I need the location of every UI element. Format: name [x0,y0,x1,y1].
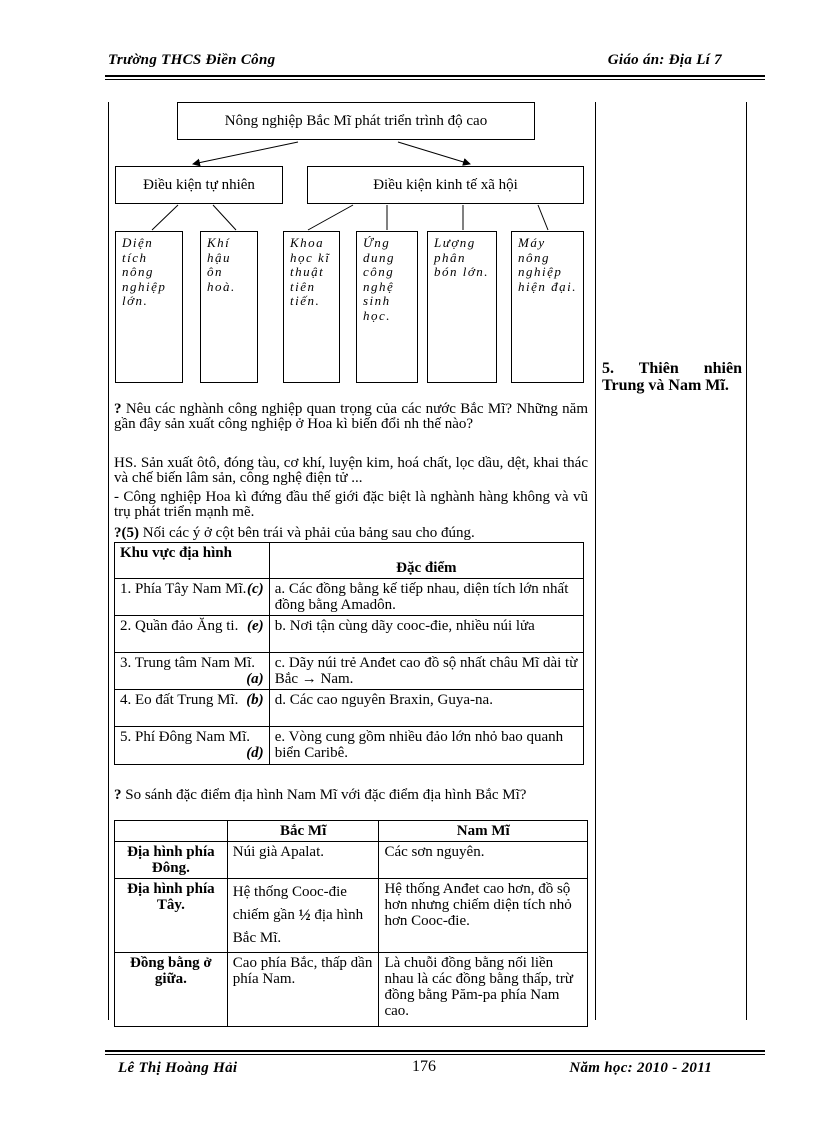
diagram-leaf-biotech: Ứng dung công nghệ sinh học. [356,231,418,383]
col-line-mid [595,102,596,1020]
answer-key: (e) [247,618,264,634]
col-header-south: Nam Mĩ [379,821,588,842]
diagram-leaf-fertilizer: Lượng phân bón lớn. [427,231,497,383]
north-cell [227,879,379,953]
south-cell: Các sơn nguyên. [379,842,588,879]
region-cell [115,727,270,765]
feature-cell: b. Nơi tận cùng dãy cooc-đie, nhiều núi lửa [269,616,583,653]
table-row [115,653,584,690]
feature-cell: c. Dãy núi trẻ Anđet cao đồ sộ nhất châu Mĩ dài từ Bắc → Nam. [269,653,583,690]
answer-industry-1: HS. Sản xuất ôtô, đóng tàu, cơ khí, luyện kim, hoá chất, lọc dầu, dệt, khai thác và chế biến lâm sản, công nghệ điện tử ... [114,455,588,486]
question-text: Nêu các nghành công nghiệp quan trọng của các nước Bắc Mĩ? Những năm gần đây sản xuất công nghiệp ở Hoa kì biến đổi nh thế nào? [114,401,588,432]
table-header-row [115,821,588,842]
region-text: 3. Trung tâm Nam Mĩ. [120,655,256,671]
table-header-row [115,543,584,579]
col-line-right [746,102,747,1020]
footer-author: Lê Thị Hoàng Hải [118,1060,238,1076]
col-header-north: Bắc Mĩ [227,821,379,842]
region-text: 4. Eo đất Trung Mĩ. [120,692,239,708]
question-text: So sánh đặc điểm địa hình Nam Mĩ với đặc điểm địa hình Bắc Mĩ? [121,787,527,803]
answer-key: (d) [246,745,264,761]
south-cell: Hệ thống Anđet cao hơn, đồ sộ hơn nhưng chiếm diện tích nhỏ hơn Cooc-đie. [379,879,588,953]
table-row [115,690,584,727]
diagram-natural-box: Điều kiện tự nhiên [115,166,283,204]
col-header-region: Khu vực địa hình [115,543,270,579]
table-row [115,842,588,879]
feature-cell: e. Vòng cung gồm nhiều đảo lớn nhỏ bao quanh biển Caribê. [269,727,583,765]
north-text-a: Hệ thống Cooc-đie chiếm gần [232,884,347,923]
region-cell [115,579,270,616]
diagram-socioeconomic-box: Điều kiện kinh tế xã hội [307,166,584,204]
row-label: Địa hình phía Đông. [115,842,228,879]
region-text: 1. Phía Tây Nam Mĩ. [120,581,247,597]
region-cell [115,653,270,690]
question-industry [114,402,588,432]
empty-header-cell [115,821,228,842]
header-school: Trường THCS Điền Công [108,52,276,68]
header-rule-thin [105,79,765,80]
answer-key: (b) [246,692,264,708]
col-header-feature: Đặc điểm [269,543,583,579]
diagram-leaf-machinery: Máy nông nghiệp hiện đại. [511,231,584,383]
south-cell: Là chuỗi đồng bằng nối liền nhau là các đồng bằng thấp, trừ đồng bằng Păm-pa phía Nam cao. [379,953,588,1027]
footer-rule [105,1050,765,1052]
matching-table [114,542,584,765]
row-label: Địa hình phía Tây. [115,879,228,953]
half-fraction: ½ [298,907,311,925]
header-rule [105,75,765,77]
diagram-leaf-area: Diện tích nông nghiệp lớn. [115,231,183,383]
footer-rule-thin [105,1054,765,1055]
feature-cell: a. Các đồng bằng kế tiếp nhau, diện tích lớn nhất đồng bằng Amadôn. [269,579,583,616]
region-text: 5. Phí Đông Nam Mĩ. [120,729,251,745]
region-cell [115,690,270,727]
north-text-b: địa hình Bắc Mĩ. [232,907,364,947]
question-mark: ?(5) [114,525,139,541]
question-matching [114,526,588,541]
table-row [115,879,588,953]
answer-industry-2: - Công nghiệp Hoa kì đứng đầu thế giới đặc biệt là nghành hàng không và vũ trụ phát triển mạnh mẽ. [114,489,588,520]
side-heading: 5. Thiên nhiên Trung và Nam Mĩ. [602,360,742,394]
region-cell [115,616,270,653]
question-text: Nối các ý ở cột bên trái và phải của bảng sau cho đúng. [139,525,475,541]
answer-key: (c) [247,581,264,597]
question-mark: ? [114,401,122,417]
answer-key: (a) [246,671,264,687]
table-row [115,616,584,653]
header-subject: Giáo án: Địa Lí 7 [607,52,722,68]
north-cell: Cao phía Bắc, thấp dần phía Nam. [227,953,379,1027]
feature-cell: d. Các cao nguyên Braxin, Guya-na. [269,690,583,727]
footer-year: Năm học: 2010 - 2011 [569,1060,712,1076]
question-compare [114,788,588,803]
question-mark: ? [114,787,122,803]
compare-table [114,820,588,1027]
diagram-leaf-climate: Khí hậu ôn hoà. [200,231,258,383]
table-row [115,727,584,765]
north-cell: Núi già Apalat. [227,842,379,879]
row-label: Đồng bằng ở giữa. [115,953,228,1027]
page-number: 176 [412,1058,436,1075]
table-row [115,579,584,616]
diagram-root-box: Nông nghiệp Bắc Mĩ phát triển trình độ cao [177,102,535,140]
table-row [115,953,588,1027]
diagram-leaf-technology: Khoa học kĩ thuật tiên tiến. [283,231,340,383]
region-text: 2. Quần đảo Ăng ti. [120,618,239,634]
